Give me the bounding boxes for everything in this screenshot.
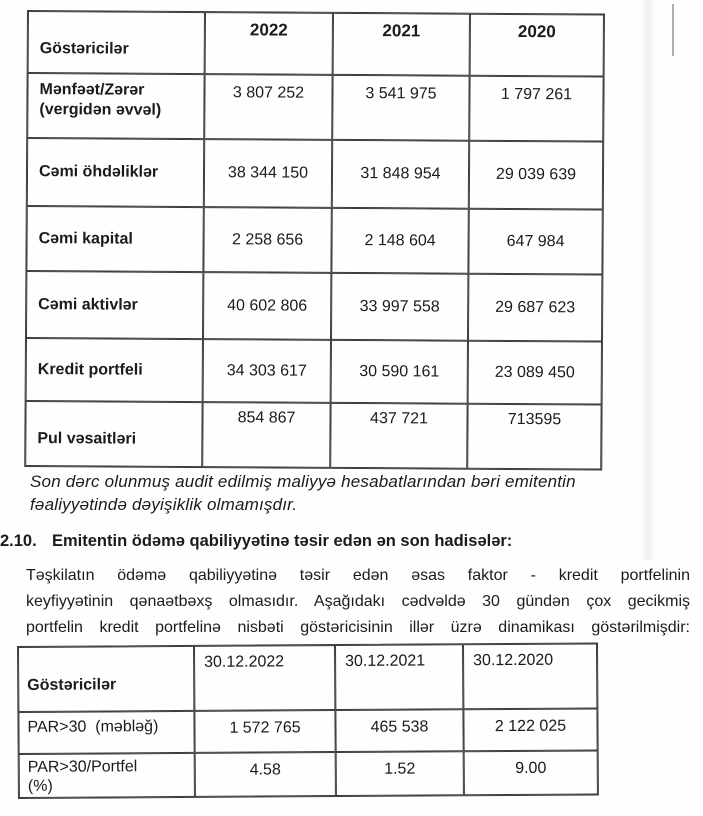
audit-note-line2: fəaliyyətində dəyişiklik olmamışdır.: [30, 495, 298, 514]
cell-value: 1 797 261: [469, 76, 603, 142]
cell-value: 465 538: [335, 709, 463, 752]
row-label-par30-ratio: [19, 753, 195, 798]
cell-value: 2 148 604: [331, 208, 468, 274]
column-header-date-2021: 30.12.2021: [335, 644, 463, 710]
cell-value: 1 572 765: [194, 710, 335, 753]
cell-value: 437 721: [330, 403, 467, 469]
row-label-credit-portfolio: Kredit portfeli: [26, 338, 203, 402]
cell-value: 1.52: [336, 751, 464, 796]
column-header-indicators: Göstəricilər: [18, 646, 194, 712]
section-number: 2.10.: [0, 532, 37, 550]
row-label-cash-funds: Pul vəsaitləri: [25, 401, 202, 467]
cell-value: 34 303 617: [203, 339, 331, 403]
cell-value: 3 807 252: [204, 74, 332, 140]
scan-artifact-line: [672, 4, 674, 56]
table-row: [26, 338, 602, 405]
row-label-text: Mənfəət/Zərər (vergidən əvvəl): [39, 81, 162, 119]
paragraph-line2: keyfiyyətinin qənaətbəxş olmasıdır. Aşağıdakı cədvəldə 30 gündən çox gecikmiş: [26, 593, 690, 610]
audit-note-line1: Son dərc olunmuş audit edilmiş maliyyə hesabatlarından bəri emitentin: [30, 472, 576, 491]
financial-indicators-table: [24, 10, 605, 471]
cell-value: 40 602 806: [203, 272, 331, 340]
table-row: [26, 206, 602, 275]
cell-value: 854 867: [202, 402, 330, 468]
section-heading: [0, 532, 700, 551]
table-row: [26, 271, 602, 342]
cell-value: 31 848 954: [332, 140, 469, 209]
row-label-text: PAR>30/Portfel (%): [27, 758, 138, 795]
table-row: [18, 708, 597, 754]
cell-value: 3 541 975: [332, 75, 469, 141]
row-label-profit-loss: [27, 73, 204, 139]
body-paragraph: [26, 563, 690, 641]
row-label-total-liabilities: Cəmi öhdəliklər: [27, 138, 204, 207]
row-label-total-capital: Cəmi kapital: [26, 206, 203, 272]
cell-value: 2 122 025: [463, 708, 597, 751]
audit-note: [30, 470, 685, 516]
par30-dynamics-table: [17, 642, 599, 799]
row-label-par30-amount: PAR>30 (məbləğ): [18, 711, 194, 754]
column-header-date-2020: 30.12.2020: [463, 643, 597, 709]
table-row: [27, 138, 603, 210]
cell-value: 29 039 639: [469, 141, 603, 210]
cell-value: 29 687 623: [468, 274, 602, 342]
cell-value: 33 997 558: [331, 273, 468, 341]
paragraph-line1: Təşkilatın ödəmə qabiliyyətinə təsir edən əsas faktor - kredit portfelinin: [26, 567, 690, 584]
table-row: [25, 401, 601, 470]
cell-value: 2 258 656: [203, 207, 331, 273]
cell-value: 9.00: [464, 750, 598, 795]
paragraph-line3: portfelin kredit portfelinə nisbəti göstəricisinin illər üzrə dinamikası göstərilmişdir:: [26, 619, 690, 636]
column-header-date-2022: 30.12.2022: [194, 645, 335, 711]
table-header-row: [18, 643, 597, 712]
table-row: [19, 750, 598, 798]
column-header-2022: 2022: [205, 12, 333, 75]
cell-value: 647 984: [468, 209, 602, 275]
cell-value: 38 344 150: [204, 139, 332, 208]
cell-value: 4.58: [195, 752, 336, 797]
row-label-total-assets: Cəmi aktivlər: [26, 271, 203, 339]
table-row: [27, 73, 603, 142]
column-header-indicators: Göstəricilər: [28, 11, 205, 74]
column-header-2020: 2020: [470, 14, 604, 77]
cell-value: 713595: [467, 404, 601, 470]
section-title: Emitentin ödəmə qabiliyyətinə təsir edən ən son hadisələr:: [52, 532, 513, 550]
cell-value: 30 590 161: [331, 340, 468, 404]
cell-value: 23 089 450: [468, 341, 602, 405]
table-header-row: [28, 11, 604, 77]
column-header-2021: 2021: [333, 13, 470, 76]
